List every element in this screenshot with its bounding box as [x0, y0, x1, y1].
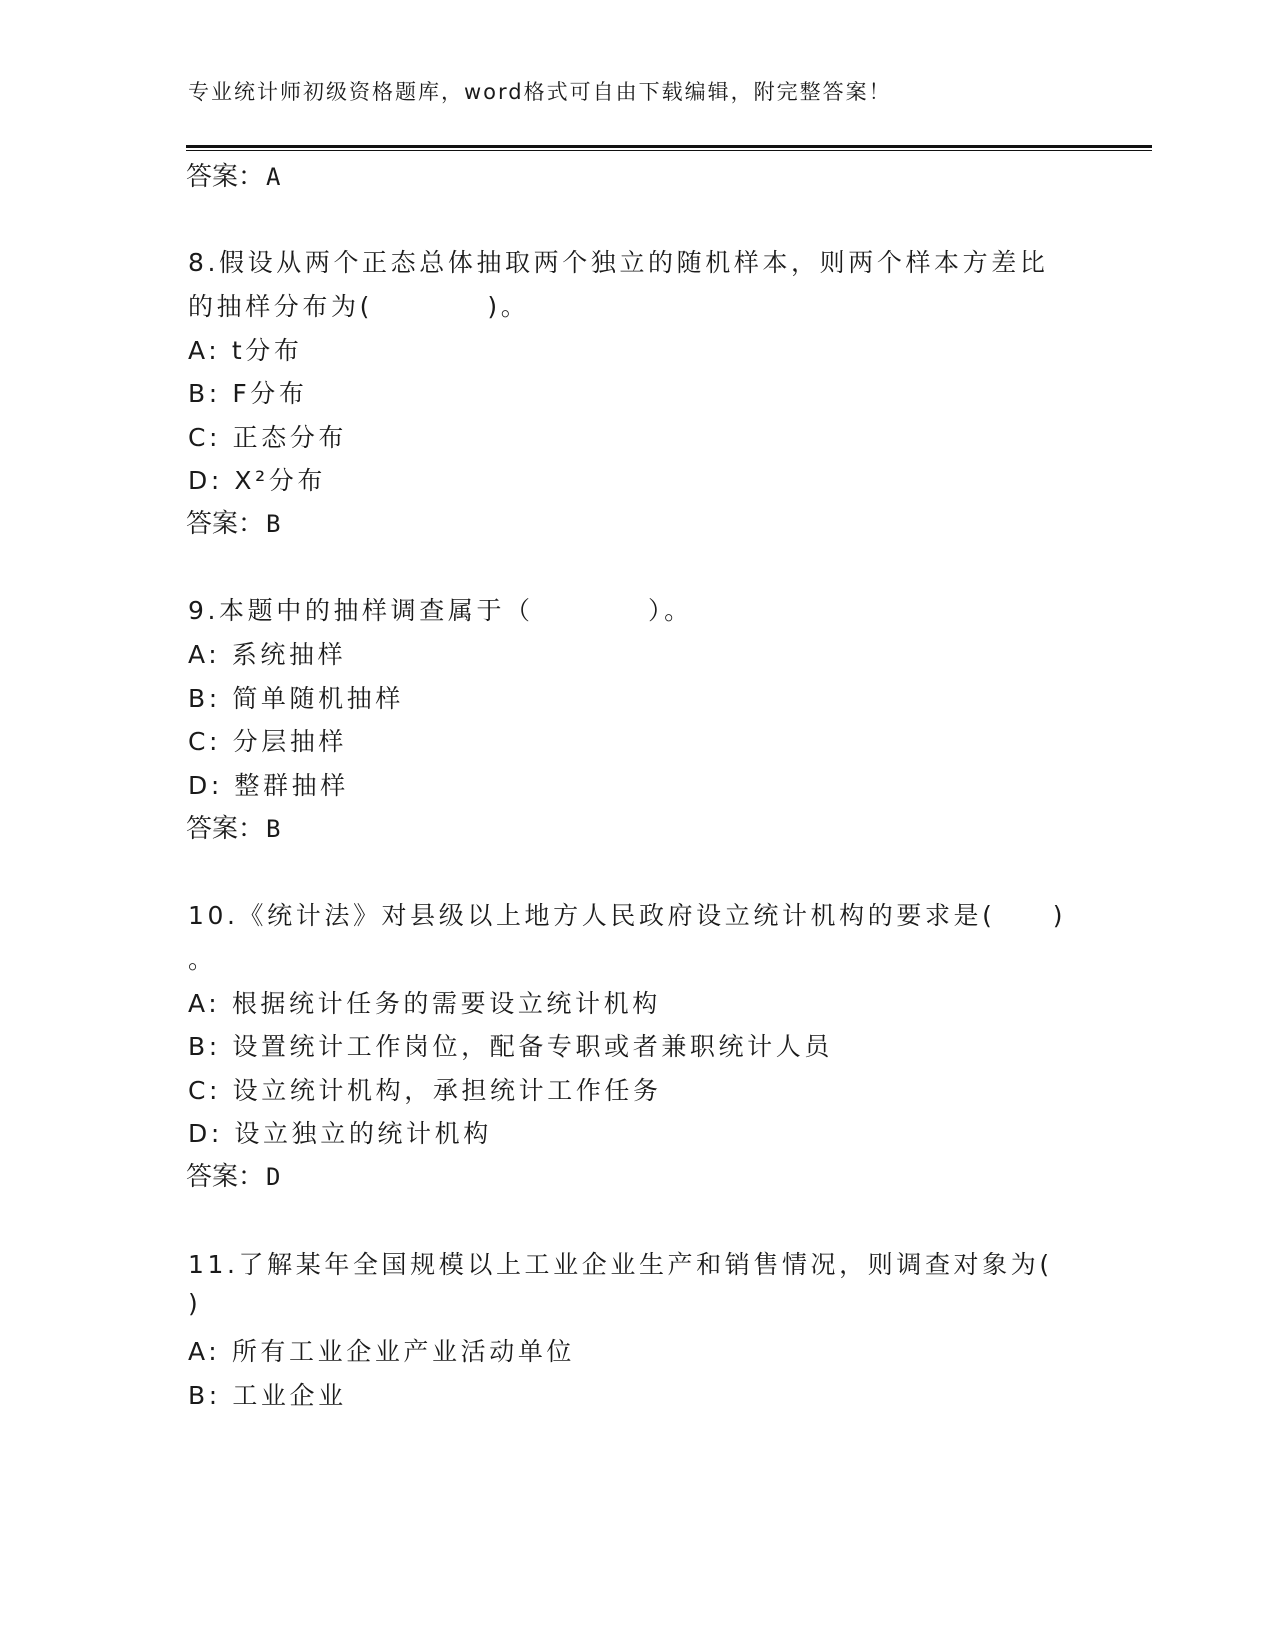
- option-a: A: 根据统计任务的需要设立统计机构: [188, 989, 661, 1018]
- option-a: A: 系统抽样: [188, 640, 347, 669]
- option-d: D: 整群抽样: [188, 771, 349, 800]
- option-d: D: X²分布: [188, 466, 326, 495]
- answer-line: [186, 503, 280, 540]
- option-b: B: 简单随机抽样: [188, 684, 404, 713]
- option-c: C: 设立统计机构，承担统计工作任务: [188, 1076, 662, 1105]
- header-rule-thin: [186, 150, 1152, 151]
- answer-value: B: [266, 510, 281, 538]
- answer-value: D: [266, 1163, 281, 1191]
- option-d: D: 设立独立的统计机构: [188, 1119, 492, 1148]
- answer-value: B: [266, 815, 281, 843]
- answer-value: A: [266, 163, 281, 191]
- option-a: A: 所有工业企业产业活动单位: [188, 1337, 576, 1366]
- option-c: C: 分层抽样: [188, 727, 348, 756]
- option-b: B: 设置统计工作岗位，配备专职或者兼职统计人员: [188, 1032, 833, 1061]
- answer-label: 答案：: [186, 508, 265, 538]
- question-stem-line: 。: [188, 945, 217, 974]
- answer-label: 答案：: [186, 1161, 265, 1191]
- option-b: B: 工业企业: [188, 1381, 347, 1410]
- question-stem-line: 10.《统计法》对县级以上地方人民政府设立统计机构的要求是( ): [188, 901, 1067, 930]
- answer-label: 答案：: [186, 813, 265, 843]
- answer-line: [186, 156, 280, 193]
- option-c: C: 正态分布: [188, 423, 348, 452]
- option-a: A: t分布: [188, 336, 303, 365]
- option-b: B: F分布: [188, 379, 308, 408]
- answer-line: [186, 808, 280, 845]
- question-stem-line: ): [188, 1289, 202, 1318]
- answer-line: [186, 1156, 280, 1193]
- question-stem-line: 的抽样分布为( )。: [188, 292, 530, 321]
- question-stem-line: 9.本题中的抽样调查属于（ ）。: [188, 596, 693, 625]
- answer-label: 答案：: [186, 161, 265, 191]
- question-stem-line: 8.假设从两个正态总体抽取两个独立的随机样本，则两个样本方差比: [188, 248, 1049, 277]
- header-rule: [186, 145, 1152, 148]
- page-header: 专业统计师初级资格题库，word格式可自由下载编辑，附完整答案！: [188, 80, 892, 104]
- question-stem-line: 11.了解某年全国规模以上工业企业生产和销售情况，则调查对象为(: [188, 1250, 1053, 1279]
